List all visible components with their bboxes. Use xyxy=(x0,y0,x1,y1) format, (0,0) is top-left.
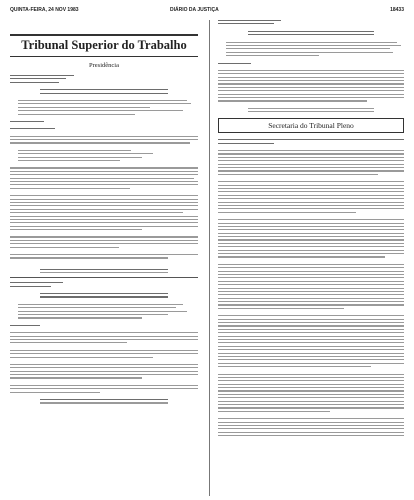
text-line xyxy=(218,139,404,140)
text-line xyxy=(10,216,198,217)
text-line xyxy=(10,336,198,337)
text-line xyxy=(10,342,127,343)
text-line xyxy=(218,256,385,257)
text-line xyxy=(218,80,404,81)
text-line xyxy=(218,160,404,161)
text-line xyxy=(218,202,404,203)
text-line xyxy=(10,374,198,375)
text-line xyxy=(218,87,404,88)
text-line xyxy=(18,317,142,318)
text-line xyxy=(218,432,404,433)
text-line xyxy=(18,307,176,308)
text-line xyxy=(218,253,404,254)
right-dispatch-block-1 xyxy=(218,20,404,112)
text-line xyxy=(10,139,198,140)
text-line xyxy=(218,304,404,305)
text-line xyxy=(218,97,404,98)
text-line xyxy=(218,90,404,91)
text-line xyxy=(218,301,404,302)
text-line xyxy=(10,188,130,189)
text-line xyxy=(218,267,404,268)
text-line xyxy=(40,399,168,400)
section-heading-presidencia: Presidência xyxy=(89,62,119,69)
text-line xyxy=(218,332,404,333)
text-line xyxy=(218,174,378,175)
text-line xyxy=(218,73,404,74)
text-line xyxy=(218,264,404,265)
text-line xyxy=(10,171,198,172)
text-line xyxy=(226,55,319,56)
text-line xyxy=(218,428,404,429)
text-line xyxy=(10,332,198,333)
text-line xyxy=(10,212,183,213)
text-line xyxy=(218,366,371,367)
text-line xyxy=(10,226,198,227)
text-line xyxy=(40,402,168,403)
text-line xyxy=(218,336,404,337)
text-line xyxy=(218,164,404,165)
header-page-number: 18433 xyxy=(390,7,404,13)
text-line xyxy=(218,281,404,282)
text-line xyxy=(10,229,142,230)
text-line xyxy=(10,339,198,340)
text-line xyxy=(218,394,404,395)
text-line xyxy=(10,205,198,206)
text-line xyxy=(218,226,404,227)
text-line xyxy=(10,243,198,244)
text-line xyxy=(218,404,404,405)
text-line xyxy=(218,322,404,323)
text-line xyxy=(18,107,150,108)
text-line xyxy=(218,143,274,144)
text-line xyxy=(40,93,168,94)
text-line xyxy=(218,208,404,209)
text-line xyxy=(10,222,198,223)
text-line xyxy=(10,199,198,200)
text-line xyxy=(218,387,404,388)
text-line xyxy=(218,294,404,295)
text-line xyxy=(10,178,194,179)
text-line xyxy=(218,239,404,240)
text-line xyxy=(218,94,404,95)
text-line xyxy=(218,150,404,151)
right-column xyxy=(218,20,404,496)
text-line xyxy=(218,356,404,357)
text-line xyxy=(218,411,330,412)
text-line xyxy=(218,167,404,168)
text-line xyxy=(10,325,40,326)
text-line xyxy=(18,304,183,305)
text-line xyxy=(218,325,404,326)
dispatch-block-1 xyxy=(10,75,198,273)
dispatch-separator xyxy=(10,277,198,278)
text-line xyxy=(218,236,404,237)
text-line xyxy=(10,181,198,182)
text-line xyxy=(218,157,404,158)
text-line xyxy=(10,392,100,393)
text-line xyxy=(10,350,198,351)
header-date: QUINTA-FEIRA, 24 NOV 1983 xyxy=(10,7,79,13)
text-line xyxy=(248,31,374,32)
text-line xyxy=(10,82,59,83)
text-line xyxy=(218,20,281,21)
text-line xyxy=(218,353,404,354)
text-line xyxy=(218,308,344,309)
text-line xyxy=(10,353,198,354)
text-line xyxy=(10,195,198,196)
text-line xyxy=(218,246,404,247)
text-line xyxy=(218,380,404,381)
text-line xyxy=(40,296,168,297)
text-line xyxy=(218,205,404,206)
header-publication: DIÁRIO DA JUSTIÇA xyxy=(170,7,219,13)
text-line xyxy=(218,346,404,347)
text-line xyxy=(10,254,198,255)
text-line xyxy=(226,52,393,53)
text-line xyxy=(10,364,198,365)
text-line xyxy=(18,100,187,101)
text-line xyxy=(218,250,404,251)
text-line xyxy=(226,48,390,49)
text-line xyxy=(218,63,251,64)
text-line xyxy=(218,342,404,343)
text-line xyxy=(218,153,404,154)
text-line xyxy=(218,319,404,320)
text-line xyxy=(10,286,51,287)
text-line xyxy=(218,298,404,299)
text-line xyxy=(10,121,44,122)
text-line xyxy=(10,371,198,372)
column-divider xyxy=(209,20,210,496)
text-line xyxy=(248,34,374,35)
text-line xyxy=(10,136,198,137)
text-line xyxy=(218,198,404,199)
text-line xyxy=(218,288,404,289)
text-line xyxy=(218,418,404,419)
text-line xyxy=(218,422,404,423)
text-line xyxy=(218,291,404,292)
text-line xyxy=(18,103,191,104)
text-line xyxy=(18,153,153,154)
text-line xyxy=(226,45,401,46)
text-line xyxy=(218,77,404,78)
text-line xyxy=(218,212,356,213)
text-line xyxy=(218,363,404,364)
text-line xyxy=(218,170,404,171)
text-line xyxy=(10,209,198,210)
text-line xyxy=(10,142,190,143)
text-line xyxy=(218,23,274,24)
dispatch-block-2 xyxy=(10,282,198,403)
text-line xyxy=(218,229,404,230)
text-line xyxy=(10,202,198,203)
text-line xyxy=(218,185,404,186)
text-line xyxy=(10,78,66,79)
pleno-listing xyxy=(218,139,404,436)
text-line xyxy=(10,282,63,283)
text-line xyxy=(40,89,168,90)
text-line xyxy=(10,247,119,248)
text-line xyxy=(218,374,404,375)
text-line xyxy=(218,425,404,426)
text-line xyxy=(218,284,404,285)
text-line xyxy=(218,219,404,220)
text-line xyxy=(10,367,198,368)
text-line xyxy=(18,160,120,161)
text-line xyxy=(218,377,404,378)
text-line xyxy=(248,111,374,112)
text-line xyxy=(226,42,397,43)
text-line xyxy=(10,219,198,220)
text-line xyxy=(10,385,198,386)
text-line xyxy=(218,349,404,350)
text-line xyxy=(40,269,168,270)
text-line xyxy=(40,272,168,273)
text-line xyxy=(18,110,183,111)
text-line xyxy=(10,377,142,378)
text-line xyxy=(218,359,404,360)
text-line xyxy=(18,311,187,312)
text-line xyxy=(18,150,131,151)
text-line xyxy=(248,108,374,109)
text-line xyxy=(10,75,74,76)
text-line xyxy=(10,357,153,358)
text-line xyxy=(218,181,404,182)
text-line xyxy=(10,128,55,129)
masthead-title: Tribunal Superior do Trabalho xyxy=(10,34,198,57)
text-line xyxy=(218,271,404,272)
section-heading-secretaria-pleno: Secretaria do Tribunal Pleno xyxy=(218,118,404,133)
text-line xyxy=(218,83,404,84)
text-line xyxy=(218,243,404,244)
page-header xyxy=(10,7,404,17)
text-line xyxy=(218,100,367,101)
text-line xyxy=(218,233,404,234)
text-line xyxy=(218,277,404,278)
text-line xyxy=(40,293,168,294)
text-line xyxy=(218,407,404,408)
text-line xyxy=(18,114,135,115)
text-line xyxy=(218,191,404,192)
text-line xyxy=(218,188,404,189)
text-line xyxy=(10,240,198,241)
text-line xyxy=(10,257,168,258)
text-line xyxy=(218,397,404,398)
text-line xyxy=(218,435,404,436)
text-line xyxy=(10,388,198,389)
text-line xyxy=(218,401,404,402)
text-line xyxy=(218,195,404,196)
text-line xyxy=(10,174,198,175)
text-line xyxy=(18,157,142,158)
text-line xyxy=(18,314,168,315)
text-line xyxy=(10,167,198,168)
text-line xyxy=(218,274,404,275)
text-line xyxy=(10,236,198,237)
text-line xyxy=(10,184,198,185)
text-line xyxy=(218,329,404,330)
text-line xyxy=(218,339,404,340)
left-column xyxy=(10,20,198,496)
text-line xyxy=(218,384,404,385)
text-line xyxy=(218,315,404,316)
text-line xyxy=(218,223,404,224)
text-line xyxy=(218,70,404,71)
text-line xyxy=(218,390,404,391)
